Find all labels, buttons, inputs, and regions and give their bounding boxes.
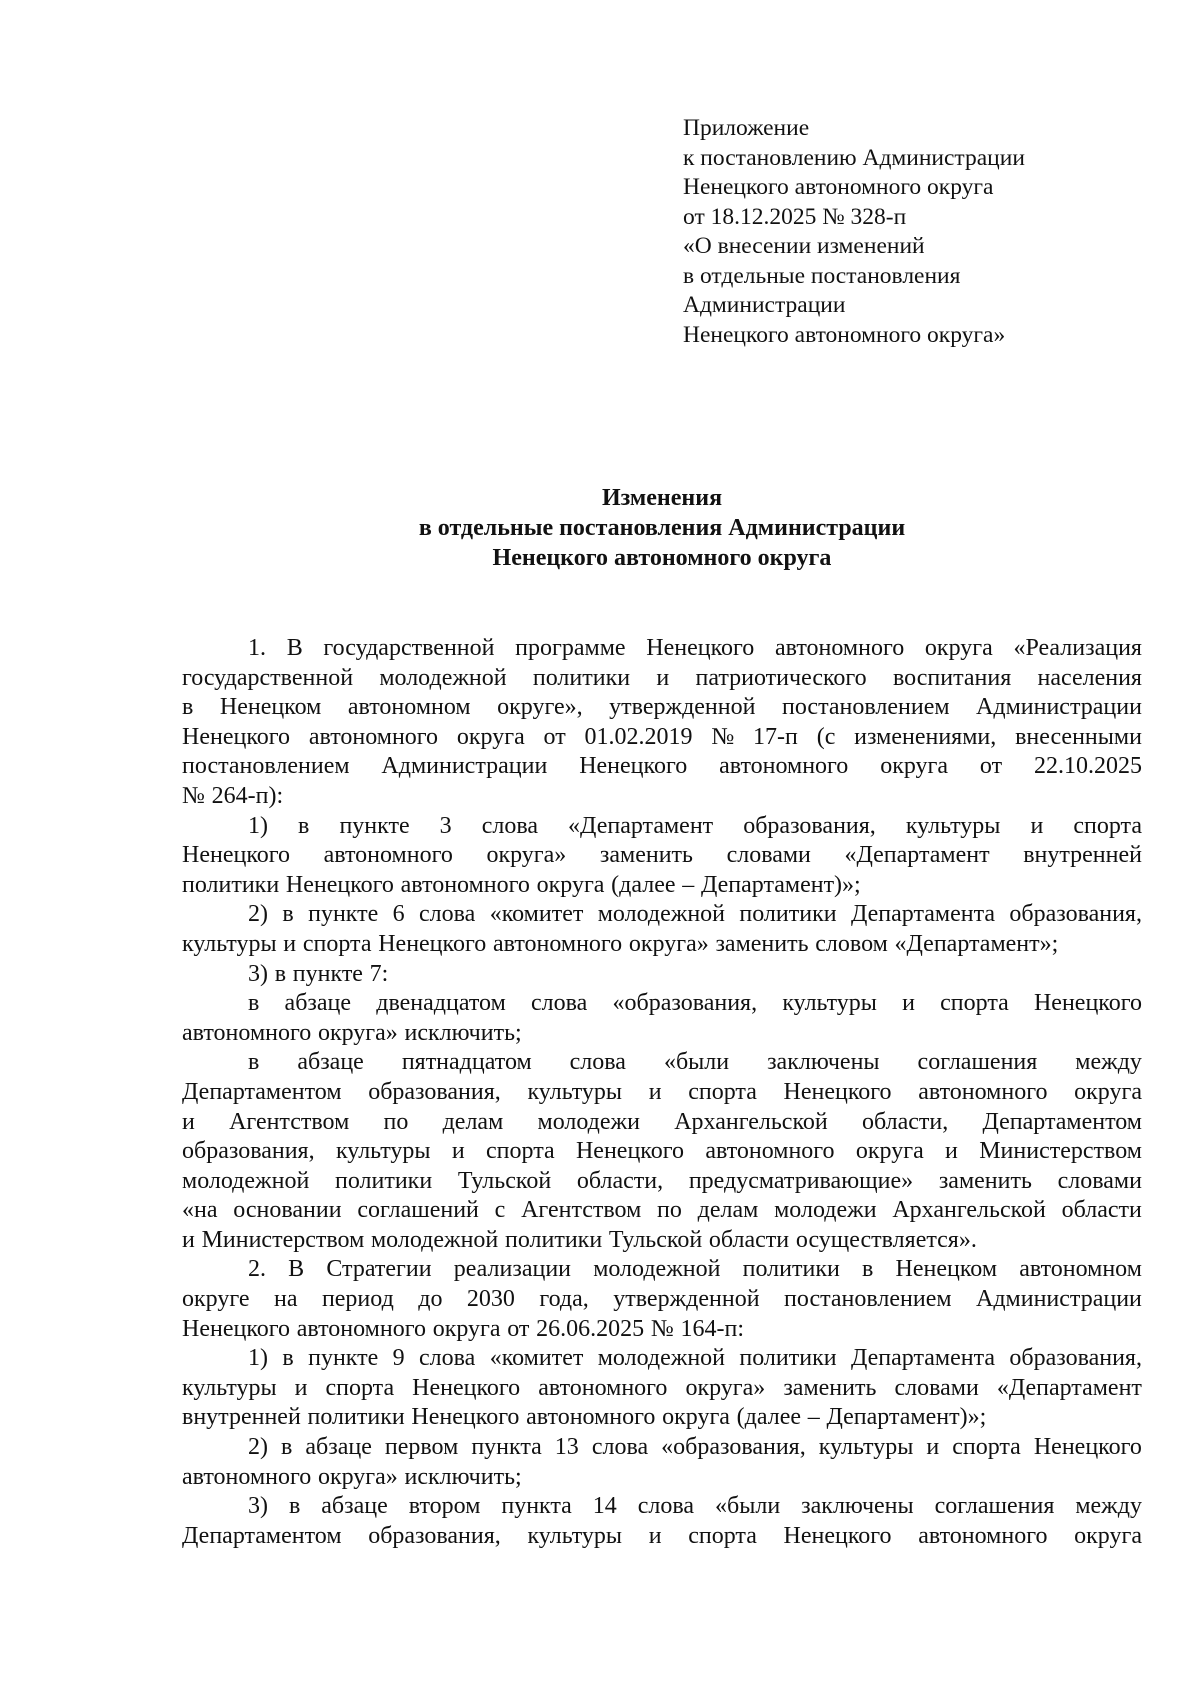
body-line: автономного округа» исключить;: [182, 1463, 522, 1490]
body-line: культуры и спорта Ненецкого автономного округа» заменить словом «Департамент»;: [182, 930, 1059, 957]
body-line: культуры и спорта Ненецкого автономного округа» заменить словами «Департамент: [182, 1374, 1142, 1401]
title-line: Ненецкого автономного округа: [492, 545, 832, 571]
body-line: Департаментом образования, культуры и спорта Ненецкого автономного округа: [182, 1078, 1142, 1105]
body-line: 1) в пункте 3 слова «Департамент образования, культуры и спорта: [248, 812, 1142, 839]
body-line: «на основании соглашений с Агентством по делам молодежи Архангельской области: [182, 1197, 1142, 1224]
body-line: 2) в пункте 6 слова «комитет молодежной политики Департамента образования,: [248, 901, 1142, 928]
body-line: Департаментом образования, культуры и спорта Ненецкого автономного округа: [182, 1522, 1142, 1549]
body-line: 1. В государственной программе Ненецкого автономного округа «Реализация: [248, 635, 1142, 661]
body-line: Ненецкого автономного округа» заменить словами «Департамент внутренней: [182, 842, 1142, 869]
body-line: 2. В Стратегии реализации молодежной политики в Ненецком автономном: [248, 1256, 1142, 1283]
title-line: Изменения: [601, 485, 723, 511]
body-line: в абзаце двенадцатом слова «образования, культуры и спорта Ненецкого: [248, 990, 1142, 1017]
appendix-line: Ненецкого автономного округа»: [683, 321, 1006, 348]
body-line: Ненецкого автономного округа от 01.02.2019 № 17-п (с изменениями, внесенными: [182, 723, 1142, 750]
appendix-line: Ненецкого автономного округа: [683, 174, 994, 200]
body-line: и Министерством молодежной политики Тульской области осуществляется».: [182, 1226, 977, 1253]
document-body: [182, 634, 1142, 1551]
appendix-line: Администрации: [683, 292, 846, 318]
body-line: округе на период до 2030 года, утвержденной постановлением Администрации: [182, 1286, 1142, 1313]
body-line: постановлением Администрации Ненецкого автономного округа от 22.10.2025: [182, 753, 1142, 780]
body-line: 3) в пункте 7:: [248, 960, 389, 987]
body-line: в абзаце пятнадцатом слова «были заключены соглашения между: [248, 1049, 1142, 1076]
body-line: в Ненецком автономном округе», утвержденной постановлением Администрации: [182, 694, 1142, 721]
document-title: [182, 483, 1142, 573]
body-line: образования, культуры и спорта Ненецкого автономного округа и Министерством: [182, 1138, 1142, 1165]
body-line: государственной молодежной политики и патриотического воспитания населения: [182, 664, 1142, 691]
body-line: 2) в абзаце первом пункта 13 слова «образования, культуры и спорта Ненецкого: [248, 1434, 1142, 1461]
body-line: и Агентством по делам молодежи Архангельской области, Департаментом: [182, 1108, 1142, 1135]
appendix-line: в отдельные постановления: [683, 262, 961, 289]
body-line: внутренней политики Ненецкого автономного округа (далее – Департамент)»;: [182, 1404, 987, 1431]
body-line: 1) в пункте 9 слова «комитет молодежной политики Департамента образования,: [248, 1345, 1142, 1372]
appendix-line: «О внесении изменений: [683, 233, 925, 259]
body-line: Ненецкого автономного округа от 26.06.2025 № 164-п:: [182, 1315, 744, 1342]
body-line: политики Ненецкого автономного округа (далее – Департамент)»;: [182, 871, 861, 898]
body-line: № 264-п):: [182, 782, 284, 809]
body-line: 3) в абзаце втором пункта 14 слова «были заключены соглашения между: [248, 1493, 1142, 1520]
body-line: автономного округа» исключить;: [182, 1019, 522, 1046]
appendix-line: Приложение: [683, 115, 810, 141]
appendix-line: к постановлению Администрации: [683, 144, 1025, 171]
appendix-line: от 18.12.2025 № 328-п: [683, 203, 907, 230]
body-line: молодежной политики Тульской области, предусматривающие» заменить словами: [182, 1167, 1142, 1194]
appendix-block: [683, 114, 1153, 350]
title-line: в отдельные постановления Администрации: [418, 515, 906, 541]
